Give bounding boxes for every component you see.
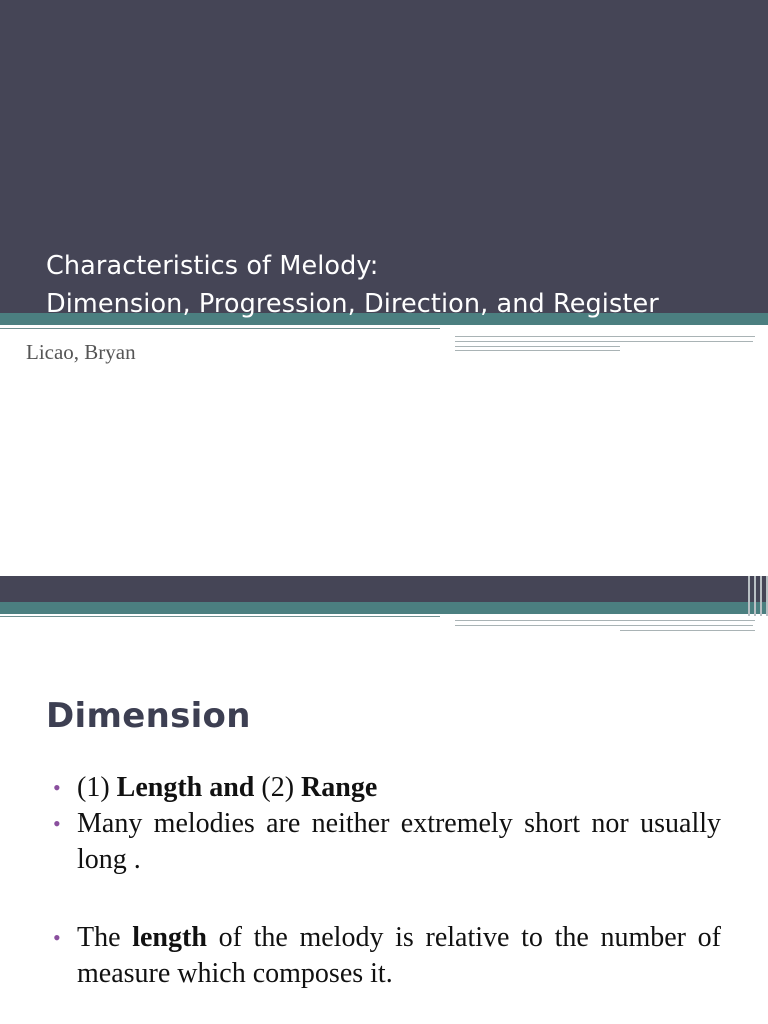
list-item: • (1) Length and (2) Range — [53, 770, 721, 806]
bullet-list — [53, 770, 721, 992]
list-item: • The length of the melody is relative to the number of measure which composes it. — [53, 922, 722, 989]
list-item: • Many melodies are neither extremely short nor usually long . — [53, 808, 721, 875]
header-banner — [0, 576, 768, 602]
bullet-icon: • — [53, 811, 61, 836]
decorative-bars — [744, 576, 768, 616]
slide-heading: Dimension — [46, 696, 251, 736]
title-line-1: Characteristics of Melody: — [46, 251, 379, 281]
bullet-icon: • — [53, 925, 61, 950]
accent-line — [0, 616, 440, 617]
decorative-line — [620, 630, 755, 631]
decorative-line — [455, 336, 755, 337]
decorative-line — [455, 625, 753, 626]
decorative-line — [455, 346, 620, 347]
bullet-icon: • — [53, 775, 61, 800]
accent-line — [0, 328, 440, 329]
decorative-line — [455, 350, 620, 351]
slide-title — [46, 247, 659, 323]
author-name: Licao, Bryan — [26, 340, 136, 364]
decorative-line — [455, 341, 753, 342]
accent-band — [0, 602, 768, 614]
title-line-2: Dimension, Progression, Direction, and Register — [46, 289, 659, 319]
decorative-line — [455, 620, 755, 621]
